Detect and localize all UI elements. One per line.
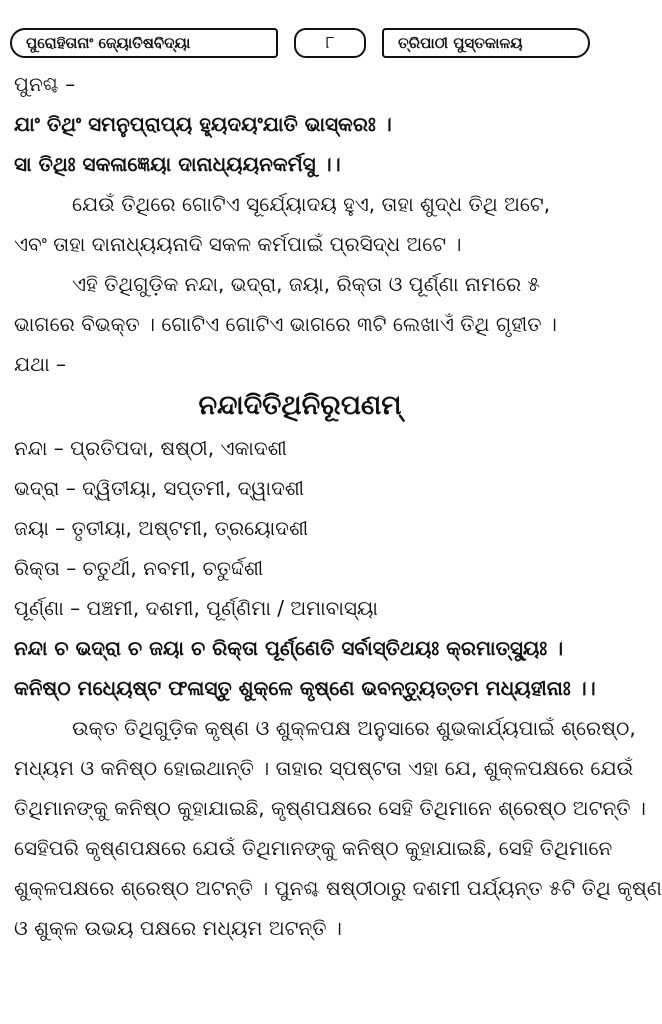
verse-line: ନନ୍ଦା ଚ ଭଦ୍ରା ଚ ଜୟା ଚ ରିକ୍ତା ପୂର୍ଣ୍ଣେତି ସର୍ବାସ୍ତିଥୟଃ କ୍ରମାତ୍ସ୍ୟୁଃ । bbox=[14, 636, 564, 660]
text-line: ଓ ଶୁକ୍ଳ ଉଭୟ ପକ୍ଷରେ ମଧ୍ୟମ ଅଟନ୍ତି । bbox=[14, 916, 342, 940]
text-line: ଏବଂ ତାହା ଦାନାଧ୍ୟୟନାଦି ସକଳ କର୍ମପାଇଁ ପ୍ରସିଦ୍ଧ ଅଟେ । bbox=[14, 232, 462, 256]
verse-line: କନିଷ୍ଠ ମଧ୍ୟେଷ୍ଟ ଫଳାସ୍ତୁ ଶୁକ୍ଳେ କୃଷ୍ଣେ ଭବନ୍ତ୍ୟୁତ୍ତମ ମଧ୍ୟହୀନାଃ ।। bbox=[14, 676, 596, 700]
text-line: ଉକ୍ତ ତିଥିଗୁଡ଼ିକ କୃଷ୍ଣ ଓ ଶୁକ୍ଳପକ୍ଷ ଅନୁସାରେ ଶୁଭକାର୍ଯ୍ୟପାଇଁ ଶ୍ରେଷ୍ଠ, bbox=[72, 716, 636, 740]
section-heading: ନନ୍ଦାଦିତିଥିନିରୂପଣମ୍ bbox=[198, 390, 402, 421]
text-line: ତିଥିମାନଙ୍କୁ କନିଷ୍ଠ କୁହାଯାଇଛି, କୃଷ୍ଣପକ୍ଷରେ ସେହି ତିଥିମାନେ ଶ୍ରେଷ୍ଠ ଅଟନ୍ତି । bbox=[14, 796, 646, 820]
list-item: ପୂର୍ଣ୍ଣା – ପଞ୍ଚମୀ, ଦଶମୀ, ପୂର୍ଣ୍ଣିମା / ଅମାବାସ୍ୟା bbox=[14, 596, 378, 620]
text-line: ଶୁକ୍ଳପକ୍ଷରେ ଶ୍ରେଷ୍ଠ ଅଟନ୍ତି । ପୁନଶ୍ଚ ଷଷ୍ଠୀଠାରୁ ଦଶମୀ ପର୍ଯ୍ୟନ୍ତ ୫ଟି ତିଥି କୃଷ୍ଣ bbox=[14, 876, 662, 900]
text-line: ମଧ୍ୟମ ଓ କନିଷ୍ଠ ହୋଇଥାନ୍ତି । ତାହାର ସ୍ପଷ୍ଟତା ଏହା ଯେ, ଶୁକ୍ଳପକ୍ଷରେ ଯେଉଁ bbox=[14, 756, 634, 780]
text-line: ଭାଗରେ ବିଭକ୍ତ । ଗୋଟିଏ ଗୋଟିଏ ଭାଗରେ ୩ଟି ଲେଖାଏଁ ତିଥି ଗୃହୀତ । bbox=[14, 312, 557, 336]
book-title: ପୁରୋହିତାନାଂ ଜ୍ୟୋତିଷବିଦ୍ୟା bbox=[10, 28, 278, 58]
list-item: ଜୟା – ତୃତୀୟା, ଅଷ୍ଟମୀ, ତ୍ରୟୋଦଶୀ bbox=[14, 516, 309, 540]
text-line: ଯେଉଁ ତିଥିରେ ଗୋଟିଏ ସୂର୍ଯ୍ୟୋଦୟ ହୁଏ, ତାହା ଶୁଦ୍ଧ ତିଥି ଅଟେ, bbox=[72, 192, 551, 216]
publisher-name: ତ୍ରିପାଠୀ ପୁସ୍ତକାଳୟ bbox=[382, 28, 590, 58]
list-item: ଭଦ୍ରା – ଦ୍ୱିତୀୟା, ସପ୍ତମୀ, ଦ୍ୱାଦଶୀ bbox=[14, 476, 305, 500]
text-line: ଯଥା – bbox=[14, 352, 67, 376]
page-body bbox=[14, 64, 662, 948]
text-line: ସେହିପରି କୃଷ୍ଣପକ୍ଷରେ ଯେଉଁ ତିଥିମାନଙ୍କୁ କନିଷ୍ଠ କୁହାଯାଇଛି, ସେହି ତିଥିମାନେ bbox=[14, 836, 613, 860]
list-item: ରିକ୍ତା – ଚତୁର୍ଥୀ, ନବମୀ, ଚତୁର୍ଦ୍ଦଶୀ bbox=[14, 556, 264, 580]
text-line: ଏହି ତିଥିଗୁଡ଼ିକ ନନ୍ଦା, ଭଦ୍ରା, ଜୟା, ରିକ୍ତା ଓ ପୂର୍ଣ୍ଣା ନାମରେ ୫ bbox=[72, 272, 540, 296]
verse-line: ଯାଂ ତିଥିଂ ସମନୁପ୍ରାପ୍ୟ ହ୍ୟୁଦୟଂଯାତି ଭାସ୍କରଃ । bbox=[14, 112, 392, 136]
list-item: ନନ୍ଦା – ପ୍ରତିପଦା, ଷଷ୍ଠୀ, ଏକାଦଶୀ bbox=[14, 436, 287, 460]
text-line: ପୁନଶ୍ଚ – bbox=[14, 72, 76, 96]
page-number: ୮ bbox=[294, 28, 366, 58]
verse-line: ସା ତିଥିଃ ସକଳାଜ୍ଞେୟା ଦାନାଧ୍ୟୟନକର୍ମସୁ ।। bbox=[14, 152, 341, 176]
running-header bbox=[10, 24, 590, 64]
